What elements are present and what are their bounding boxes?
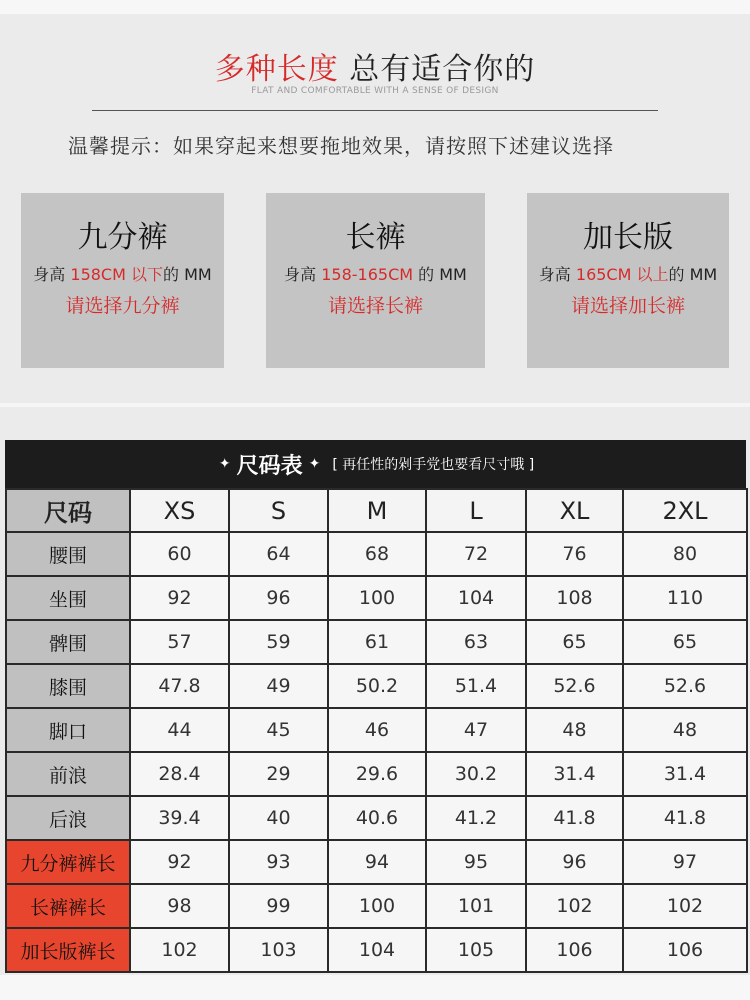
table-cell: 101 [426, 884, 526, 928]
table-cell: 93 [229, 840, 328, 884]
row-label: 腰围 [6, 532, 130, 576]
table-cell: 64 [229, 532, 328, 576]
table-cell: 51.4 [426, 664, 526, 708]
row-label: 长裤裤长 [6, 884, 130, 928]
row-label: 九分裤裤长 [6, 840, 130, 884]
table-cell: 105 [426, 928, 526, 972]
table-cell: 59 [229, 620, 328, 664]
table-cell: 40.6 [328, 796, 426, 840]
table-cell: 40 [229, 796, 328, 840]
table-row [6, 708, 747, 752]
table-row [6, 840, 747, 884]
table-cell: 65 [526, 620, 623, 664]
cond-suffix: 的 MM [668, 265, 718, 284]
table-cell: 30.2 [426, 752, 526, 796]
table-cell: 47 [426, 708, 526, 752]
divider-line [92, 110, 658, 111]
row-label: 后浪 [6, 796, 130, 840]
table-cell: 100 [328, 884, 426, 928]
cond-prefix: 身高 [33, 265, 71, 284]
page-subtitle: FLAT AND COMFORTABLE WITH A SENSE OF DESIGN [251, 86, 499, 96]
row-label: 坐围 [6, 576, 130, 620]
sparkle-left-icon: ✦ [218, 456, 231, 472]
table-row [6, 928, 747, 972]
card-advice: 请选择九分裤 [65, 295, 180, 317]
table-cell: 39.4 [130, 796, 229, 840]
table-cell: 65 [623, 620, 747, 664]
table-row [6, 576, 747, 620]
card-condition [527, 265, 729, 285]
table-cell: 110 [623, 576, 747, 620]
table-cell: 96 [229, 576, 328, 620]
size-chart-header [5, 440, 746, 488]
cond-highlight: 158CM 以下 [70, 265, 163, 284]
table-cell: 106 [526, 928, 623, 972]
table-cell: 99 [229, 884, 328, 928]
table-cell: 72 [426, 532, 526, 576]
table-row [6, 796, 747, 840]
card-title: 九分裤 [77, 220, 168, 255]
table-cell: 41.8 [526, 796, 623, 840]
table-row [6, 620, 747, 664]
row-label: 髀围 [6, 620, 130, 664]
cond-suffix: 的 MM [163, 265, 212, 284]
table-cell: 104 [426, 576, 526, 620]
size-chart-title: 尺码表 [236, 453, 303, 479]
title-red-part: 多种长度 [214, 52, 339, 87]
table-row [6, 532, 747, 576]
table-cell: 96 [526, 840, 623, 884]
table-cell: 102 [130, 928, 229, 972]
table-cell: 52.6 [526, 664, 623, 708]
size-header: S [229, 489, 328, 532]
sparkle-right-icon: ✦ [308, 456, 321, 472]
table-cell: 92 [130, 840, 229, 884]
table-cell: 41.2 [426, 796, 526, 840]
table-cell: 80 [623, 532, 747, 576]
table-cell: 100 [328, 576, 426, 620]
table-cell: 52.6 [623, 664, 747, 708]
table-cell: 104 [328, 928, 426, 972]
table-cell: 48 [526, 708, 623, 752]
table-cell: 57 [130, 620, 229, 664]
table-cell: 108 [526, 576, 623, 620]
table-cell: 41.8 [623, 796, 747, 840]
table-cell: 31.4 [623, 752, 747, 796]
size-header: M [328, 489, 426, 532]
tip-text: 温馨提示：如果穿起来想要拖地效果，请按照下述建议选择 [68, 134, 614, 158]
table-cell: 63 [426, 620, 526, 664]
row-label: 加长版裤长 [6, 928, 130, 972]
cond-suffix: 的 MM [413, 265, 467, 284]
card-condition [266, 265, 485, 285]
card-long [266, 193, 485, 368]
table-cell: 28.4 [130, 752, 229, 796]
table-cell: 94 [328, 840, 426, 884]
card-extra-long [527, 193, 729, 368]
table-cell: 50.2 [328, 664, 426, 708]
table-cell: 44 [130, 708, 229, 752]
table-cell: 92 [130, 576, 229, 620]
table-header-row [6, 489, 747, 532]
card-advice: 请选择长裤 [327, 295, 423, 317]
card-advice: 请选择加长裤 [570, 295, 685, 317]
row-label: 脚口 [6, 708, 130, 752]
size-table-body [6, 532, 747, 972]
title-dark-part: 总有适合你的 [349, 52, 536, 87]
card-condition [21, 265, 224, 285]
table-cell: 103 [229, 928, 328, 972]
table-cell: 29.6 [328, 752, 426, 796]
cond-prefix: 身高 [538, 265, 576, 284]
table-row [6, 752, 747, 796]
table-cell: 47.8 [130, 664, 229, 708]
table-cell: 76 [526, 532, 623, 576]
card-title: 加长版 [583, 220, 673, 255]
table-cell: 68 [328, 532, 426, 576]
page-title [0, 44, 750, 88]
row-label: 膝围 [6, 664, 130, 708]
table-row [6, 664, 747, 708]
table-cell: 98 [130, 884, 229, 928]
table-cell: 31.4 [526, 752, 623, 796]
table-row [6, 884, 747, 928]
table-cell: 95 [426, 840, 526, 884]
table-cell: 60 [130, 532, 229, 576]
section-divider [0, 403, 750, 407]
table-cell: 48 [623, 708, 747, 752]
table-cell: 61 [328, 620, 426, 664]
cond-highlight: 165CM 以上 [575, 265, 669, 284]
corner-cell: 尺码 [6, 489, 130, 532]
top-strip [0, 0, 750, 14]
card-nine-tenths [21, 193, 224, 368]
table-cell: 102 [623, 884, 747, 928]
table-cell: 97 [623, 840, 747, 884]
bottom-band [0, 975, 750, 1000]
cond-prefix: 身高 [284, 265, 322, 284]
size-header: XS [130, 489, 229, 532]
table-cell: 29 [229, 752, 328, 796]
card-title: 长裤 [345, 220, 406, 255]
table-cell: 49 [229, 664, 328, 708]
table-cell: 102 [526, 884, 623, 928]
size-header: L [426, 489, 526, 532]
size-table [5, 488, 748, 973]
size-header: 2XL [623, 489, 747, 532]
size-header: XL [526, 489, 623, 532]
size-chart-subtitle: [ 再任性的剁手党也要看尺寸哦 ] [332, 457, 535, 473]
table-cell: 46 [328, 708, 426, 752]
table-cell: 106 [623, 928, 747, 972]
cond-highlight: 158-165CM [321, 265, 414, 284]
table-cell: 45 [229, 708, 328, 752]
row-label: 前浪 [6, 752, 130, 796]
